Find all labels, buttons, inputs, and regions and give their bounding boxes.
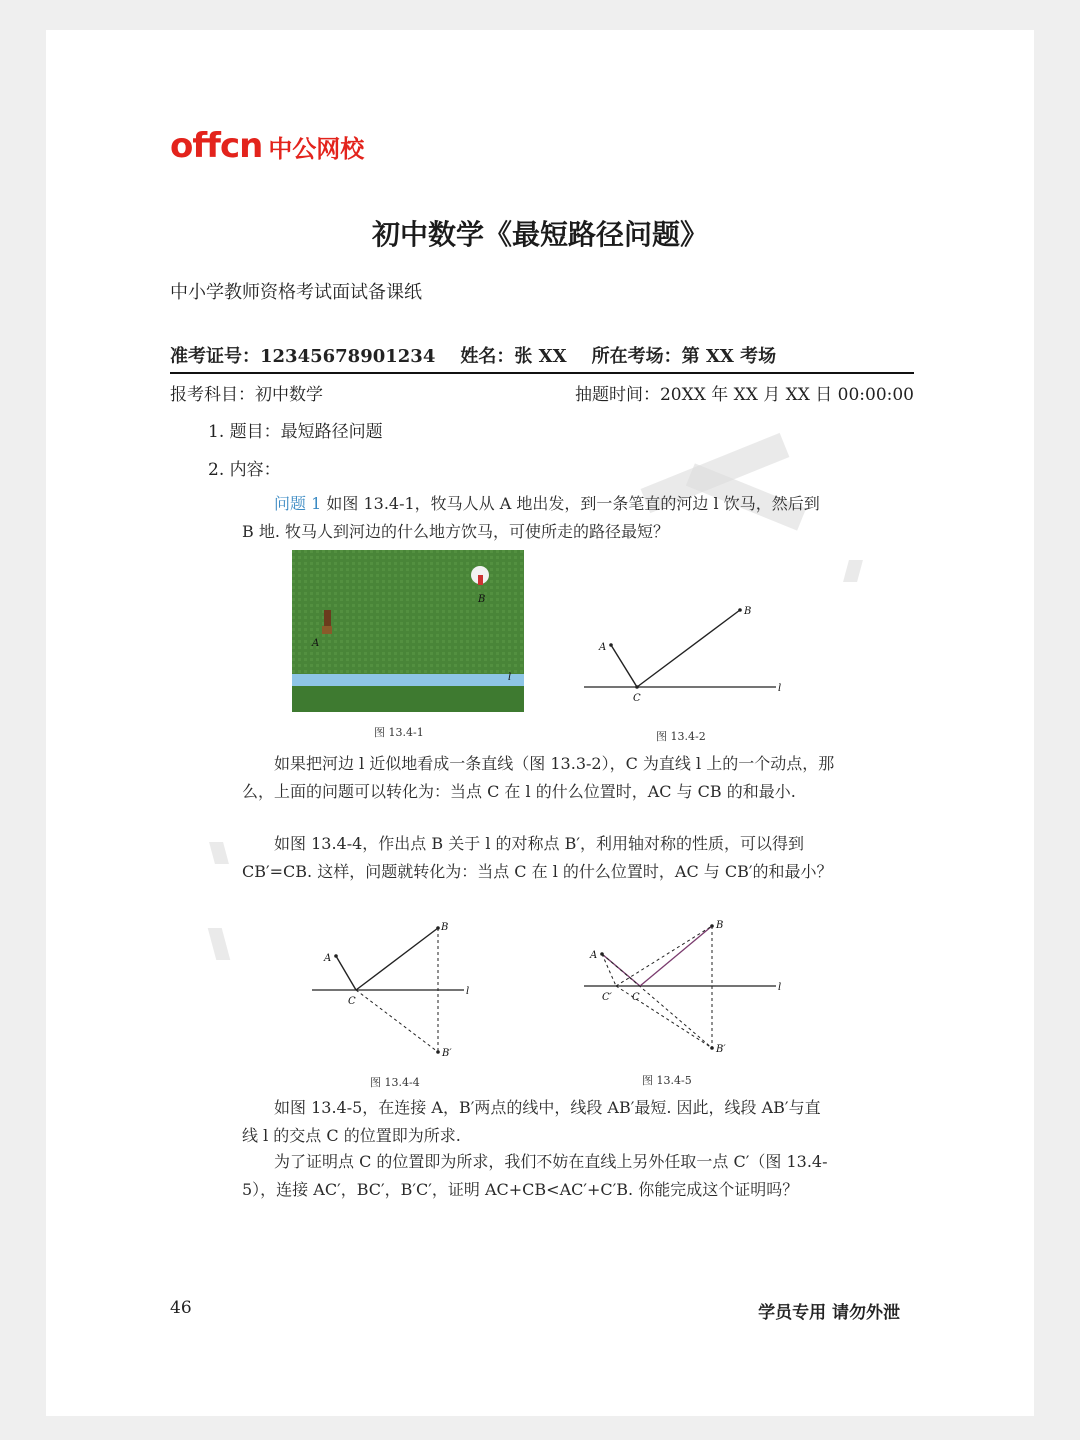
problem-label: 问题 1	[274, 494, 322, 513]
watermark-stroke	[209, 842, 229, 864]
figure-13-4-5	[580, 916, 790, 1056]
page-title: 初中数学《最短路径问题》	[371, 218, 708, 251]
item-topic: 1. 题目：最短路径问题	[208, 422, 383, 442]
label-C: C	[632, 992, 640, 1003]
logo-text-en: offcn	[170, 126, 263, 166]
item-content: 2. 内容：	[208, 460, 281, 480]
label-l: l	[508, 672, 512, 683]
label-C: C	[348, 996, 356, 1007]
label-B-prime: B′	[442, 1048, 452, 1056]
paragraph-3: 如图 13.4-4，作出点 B 关于 l 的对称点 B′，利用轴对称的性质，可以得到 CB′=CB. 这样，问题就转化为：当点 C 在 l 的什么位置时，AC 与 CB′的和最小？	[242, 834, 833, 881]
label-l: l	[466, 986, 470, 997]
label-B: B	[744, 606, 752, 617]
candidate-info: 准考证号：12345678901234 姓名：张 XX 所在考场：第 XX 考场	[170, 346, 777, 367]
caption-13-4-4: 图 13.4-4	[370, 1076, 420, 1089]
problem-text: 如图 13.4-1，牧马人从 A 地出发，到一条笔直的河边 l 饮马，然后到 B 地. 牧马人到河边的什么地方饮马，可使所走的路径最短？	[242, 494, 820, 541]
figure-13-4-2	[580, 600, 790, 710]
figure-13-4-4	[308, 916, 488, 1056]
paragraph-problem-1	[242, 490, 836, 546]
label-C: C	[633, 693, 641, 704]
paragraph-5: 为了证明点 C 的位置即为所求，我们不妨在直线上另外任取一点 C′（图 13.4-5），连接 AC′，BC′，B′C′，证明 AC+CB<AC′+C′B. 你能完成这个证明吗？	[242, 1152, 828, 1199]
page-subtitle: 中小学教师资格考试面试备课纸	[170, 282, 422, 303]
watermark-stroke	[208, 928, 231, 960]
caption-13-4-2: 图 13.4-2	[656, 730, 706, 743]
label-A: A	[324, 953, 332, 964]
label-B: B	[478, 594, 486, 605]
label-B-prime: B′	[716, 1044, 726, 1055]
caption-13-4-1: 图 13.4-1	[374, 726, 424, 739]
watermark-stroke	[843, 560, 863, 582]
paragraph-2: 如果把河边 l 近似地看成一条直线（图 13.3-2），C 为直线 l 上的一个动点，那么，上面的问题可以转化为：当点 C 在 l 的什么位置时，AC 与 CB 的和最小.	[242, 754, 835, 801]
label-A: A	[599, 642, 607, 653]
label-B: B	[441, 922, 449, 933]
offcn-logo	[170, 126, 364, 166]
label-A: A	[312, 638, 320, 649]
exam-subject: 报考科目：初中数学	[170, 385, 323, 405]
confidential-notice: 学员专用 请勿外泄	[758, 1303, 900, 1323]
page-number: 46	[170, 1298, 192, 1318]
header-divider	[170, 372, 914, 374]
exam-sheet	[46, 30, 1034, 1416]
label-A: A	[590, 950, 598, 961]
label-l: l	[778, 683, 782, 694]
paragraph-4: 如图 13.4-5，在连接 A，B′两点的线中，线段 AB′最短. 因此，线段 AB′与直线 l 的交点 C 的位置即为所求.	[242, 1098, 821, 1145]
caption-13-4-5: 图 13.4-5	[642, 1074, 692, 1087]
label-B: B	[716, 920, 724, 931]
label-C-prime: C′	[602, 992, 612, 1003]
draw-time: 抽题时间：20XX 年 XX 月 XX 日 00:00:00	[574, 385, 914, 405]
label-l: l	[778, 982, 782, 993]
figure-13-4-1-photo	[292, 550, 524, 712]
logo-text-cn: 中公网校	[268, 135, 365, 163]
